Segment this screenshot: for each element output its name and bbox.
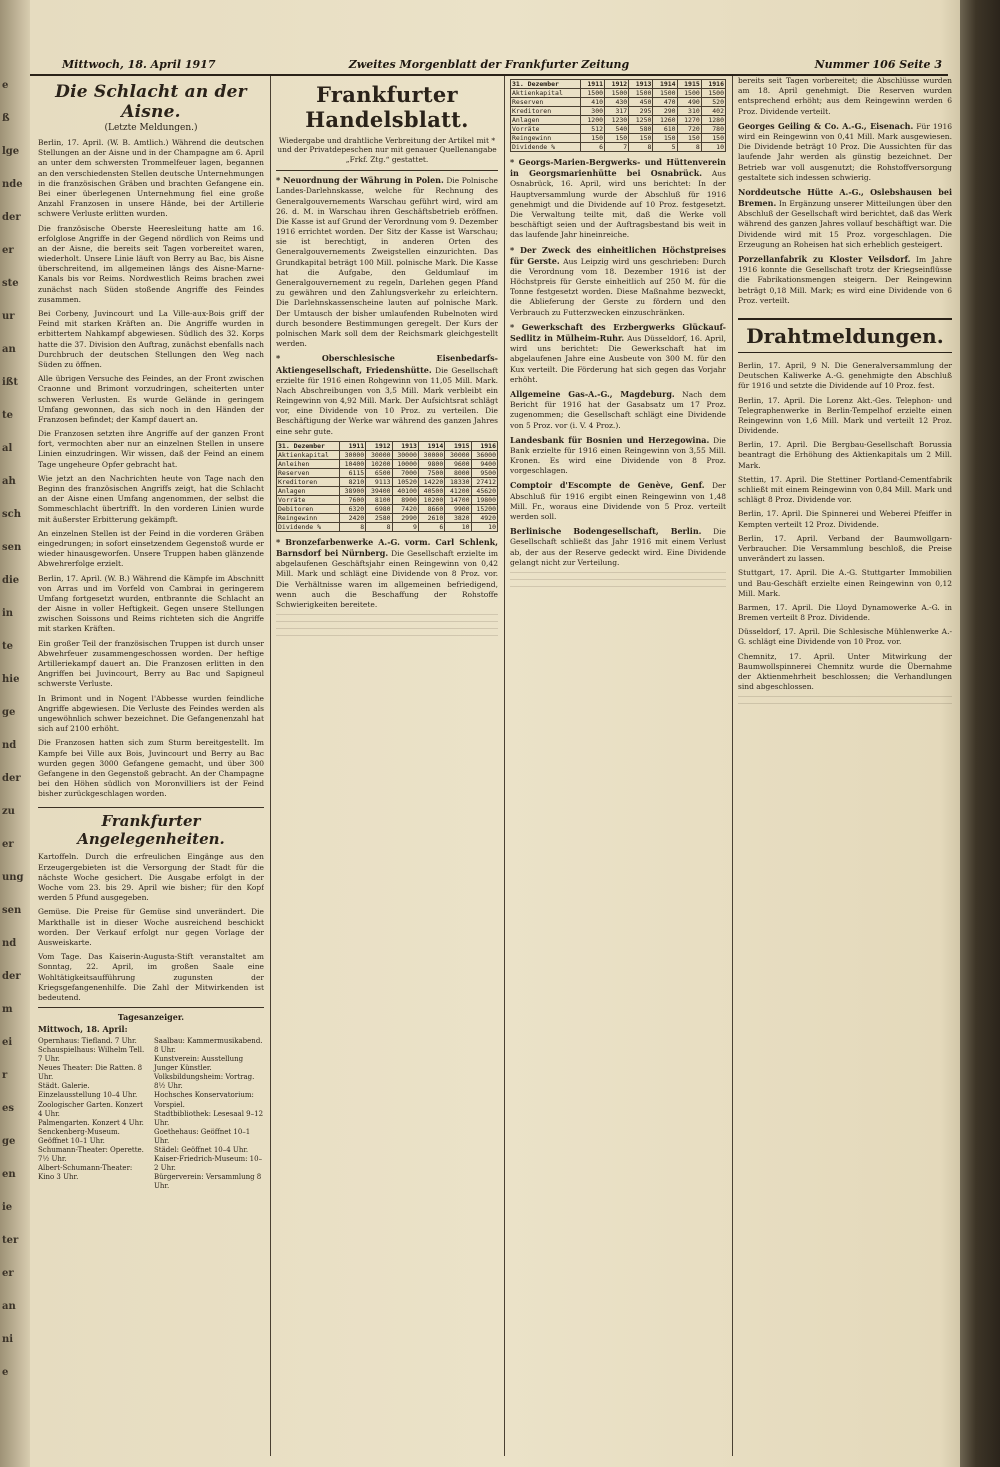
reprint-notice: Wiedergabe und drahtliche Verbreitung der Artikel mit * und der Privatdepeschen nur mit genauer Quellenangabe „Frkf. Ztg.“ gestattet. (277, 136, 497, 164)
article-text: Im Jahre 1916 konnte die Gesellschaft trotz der Kriegseinflüsse die Fabrikationsmengen steigern. Der Reingewinn beträgt 0,18 Mill. Mark; es wird eine Dividende von 6 Proz. verteilt. (738, 255, 952, 305)
table-cell: 36000 (471, 450, 497, 459)
article-title: * Oberschlesische Eisenbedarfs-Aktiengesellschaft, Friedenshütte. (276, 353, 498, 375)
wire-report: Berlin, 17. April. Die Lorenz Akt.-Ges. Telephon- und Telegraphenwerke in Berlin-Tempelhof erzielte einen Reingewinn von 1,6 Mill. Mark und verteilt 12 Proz. Dividende. (738, 395, 952, 436)
article-text: Die Bank erzielte für 1916 einen Reingewinn von 3,55 Mill. Kronen. Es wird eine Dividende von 8 Proz. vorgeschlagen. (510, 435, 726, 476)
table-cell: 470 (653, 98, 677, 107)
table-cell: Vorräte (511, 125, 581, 134)
table-cell: 14220 (418, 477, 444, 486)
paragraph: Alle übrigen Versuche des Feindes, an der Front zwischen Craonne und Brimont vorzudringen, scheiterten unter schweren Verlusten. Es wurde Gelände in geringem Umfang gewonnen, das sich noch in den Händen der Franzosen befindet; der Kampf dauert an. (38, 374, 264, 424)
prev-page-fragment: te (2, 641, 13, 652)
table-cell: 8 (629, 143, 653, 152)
table-cell: Anlagen (511, 116, 581, 125)
article (738, 254, 952, 306)
table-cell: 410 (580, 98, 604, 107)
table-cell: 8 (366, 522, 392, 531)
article (510, 245, 726, 318)
table-cell: Reingewinn (277, 513, 340, 522)
table-cell: 1260 (653, 116, 677, 125)
table-header-cell: 1915 (445, 441, 471, 450)
table-cell: 6500 (366, 468, 392, 477)
article-title: * Neuordnung der Währung in Polen. (276, 175, 444, 186)
column-company-reports (510, 76, 726, 1446)
article-title: * Bronzefarbenwerke A.-G. vorm. Carl Schlenk, Barnsdorf bei Nürnberg. (276, 536, 498, 558)
prev-page-fragment: nd (2, 740, 17, 751)
table-cell: 300 (580, 107, 604, 116)
table-cell: 3820 (445, 513, 471, 522)
table-cell: Debitoren (277, 504, 340, 513)
article-title: Norddeutsche Hütte A.-G., Oslebshausen bei Bremen. (738, 186, 952, 209)
paragraph: Die französische Oberste Heeresleitung hatte am 16. erfolglose Angriffe in der Gegend nördlich von Reims und an der Aisne, die bereits seit Tagen vorbereitet waren, wiederholt. Unsere Linie läuft von Berry au Bac, bis Aisne überschreitend, im allgemeinen längs des Aisne-Marne-Kanals bis vor Reims. Nordwestlich Reims brachen zwei zunächst nach Süden stoßende Angriffe des Feindes zusammen. (38, 223, 264, 304)
prev-page-fragment: er (2, 245, 14, 256)
table-header-cell: 1912 (605, 80, 629, 89)
table-row (277, 522, 498, 531)
prev-page-fragment: e (2, 1367, 9, 1378)
prev-page-fragment: der (2, 212, 21, 223)
previous-page-edge (0, 0, 30, 1467)
table-row (277, 486, 498, 495)
table-row (511, 143, 726, 152)
prev-page-fragment: sen (2, 905, 22, 916)
masthead-page-number: Nummer 106 Seite 3 (814, 58, 942, 71)
table-cell: 295 (629, 107, 653, 116)
paragraph: Berlin, 17. April. (W. B.) Während die Kämpfe im Abschnitt von Arras und im Vorfeld von Cambrai in geringerem Umfang fortgesetzt wurden, entbrannte die Schlacht an der Aisne in voller Heftigkeit. Gegen unsere Stellungen zwischen Soissons und Reims richteten sich die Angriffe mit starken Kräften. (38, 573, 264, 634)
prev-page-fragment: die (2, 575, 20, 586)
table-cell: 9113 (366, 477, 392, 486)
column-rule (270, 76, 271, 1456)
table-row (277, 459, 498, 468)
table-cell: 8 (339, 522, 365, 531)
paragraph: Die Franzosen setzten ihre Angriffe auf der ganzen Front fort, vermochten aber nur an einzelnen Stellen in unsere Linien einzudringen. Wir wissen, daß der Feind an einem Tage ungeheure Opfer gebracht hat. (38, 429, 264, 469)
table-cell: 1500 (677, 89, 701, 98)
table-cell: 150 (580, 134, 604, 143)
table-row (277, 513, 498, 522)
table-cell: 290 (653, 107, 677, 116)
section-title-local: Frankfurter Angelegenheiten. (38, 807, 264, 848)
table-cell: 4920 (471, 513, 497, 522)
table-row (511, 89, 726, 98)
table-cell: 150 (653, 134, 677, 143)
calendar-entry: Bürgerverein: Versammlung 8 Uhr. (154, 1173, 262, 1191)
section-title-trade: Frankfurter Handelsblatt. (305, 82, 469, 132)
table-cell: 9900 (445, 504, 471, 513)
table-row (511, 125, 726, 134)
article-title: Comptoir d'Escompte de Genève, Genf. (510, 480, 705, 491)
article (276, 175, 498, 349)
calendar-left-list (38, 1037, 148, 1192)
table-cell: 720 (677, 125, 701, 134)
article-text: Die Gesellschaft erzielte für 1916 einen Rohgewinn von 11,05 Mill. Mark. Nach Abschreibungen von 3,5 Mill. Mark verbleibt ein Reingewinn von 4,92 Mill. Mark. Der Aufsichtsrat schlägt vor, eine Dividende von 10 Proz. zu verteilen. Die Beschäftigung der Werke war während des ganzen Jahres eine sehr gute. (276, 365, 498, 436)
prev-page-fragment: ur (2, 311, 15, 322)
table-cell: 450 (629, 98, 653, 107)
table-cell: 6 (580, 143, 604, 152)
article-text: Aus Osnabrück, 16. April, wird uns berichtet: In der Hauptversammlung wurde der Abschluß für 1916 genehmigt und die Dividende auf 10 Proz. festgesetzt. Die Verwaltung teilte mit, daß die Werke voll beschäftigt seien und der Auftragsbestand bis weit in das laufende Jahr hineinreiche. (510, 169, 726, 240)
table-cell: 6 (418, 522, 444, 531)
table-cell: 150 (677, 134, 701, 143)
table-cell: 19800 (471, 495, 497, 504)
table-cell: 7500 (418, 468, 444, 477)
table-cell: 40100 (392, 486, 418, 495)
table-cell: 27412 (471, 477, 497, 486)
article-text: Für 1916 wird ein Reingewinn von 0,41 Mill. Mark ausgewiesen. Die Dividende beträgt 10 Proz. Die Aussichten für das laufende Jahr werden als günstig bezeichnet. Der Betrieb war voll ausgenutzt; die Rohstoffversorgung gestaltete sich indessen schwierig. (738, 121, 952, 182)
table-cell: 8100 (366, 495, 392, 504)
table-cell: 1500 (701, 89, 725, 98)
prev-page-fragment: zu (2, 806, 15, 817)
prev-page-fragment: ge (2, 1136, 16, 1147)
calendar-entry: Städel: Geöffnet 10–4 Uhr. (154, 1145, 249, 1154)
article-title: Allgemeine Gas-A.-G., Magdeburg. (510, 388, 675, 399)
table-cell: 6320 (339, 504, 365, 513)
masthead-date: Mittwoch, 18. April 1917 (62, 58, 216, 71)
paragraph: Wie jetzt an den Nachrichten heute von Tage nach den Beginn des französischen Angriffs zeigt, hat die Schlacht an der Aisne einen Umfang angenommen, der selbst die Sommeschlacht übertrifft. In den vorderen Linien wurde mit äußerster Erbitterung gekämpft. (38, 473, 264, 524)
wire-report: Barmen, 17. April. Die Lloyd Dynamowerke A.-G. in Bremen verteilt 8 Proz. Dividende. (738, 602, 952, 623)
table-cell: 1280 (701, 116, 725, 125)
column-trade-section (276, 76, 498, 1446)
calendar-right-list (154, 1037, 264, 1192)
table-cell: 150 (701, 134, 725, 143)
table-header-cell: 1914 (418, 441, 444, 450)
table-row (511, 134, 726, 143)
paragraph: Kartoffeln. Durch die erfreulichen Eingänge aus den Erzeugergebieten ist die Versorgung der Stadt für die nächste Woche gesichert. Die Ausgabe erfolgt in der Woche vom 23. bis 29. April wie bisher; für den Kopf werden 5 Pfund ausgegeben. (38, 852, 264, 903)
table-cell: 30000 (392, 450, 418, 459)
article-text: Nach dem Bericht für 1916 hat der Gasabsatz um 17 Proz. zugenommen; die Gesellschaft schlägt eine Dividende von 5 Proz. vor (i. V. 4 Proz.). (510, 389, 726, 430)
article-title: Porzellanfabrik zu Kloster Veilsdorf. (738, 254, 911, 264)
table-cell: 9800 (418, 459, 444, 468)
article (738, 76, 952, 117)
paragraph: Ein großer Teil der französischen Truppen ist durch unser Abwehrfeuer zusammengeschossen worden. Der heftige Artilleriekampf dauert an. Die Franzosen erlitten in den Angriffen bei Juvincourt, Berry au Bac und Sapigneul schwerste Verluste. (38, 638, 264, 689)
table-cell: 9400 (471, 459, 497, 468)
table-cell: 520 (701, 98, 725, 107)
table-cell: 40500 (418, 486, 444, 495)
wire-report: Berlin, 17. April, 9 N. Die Generalversammlung der Deutschen Kaliwerke A.-G. genehmigte den Abschluß für 1916 und setzte die Dividende auf 10 Proz. fest. (738, 360, 952, 391)
prev-page-fragment: m (2, 1004, 13, 1015)
article (510, 157, 726, 241)
paragraph: Gemüse. Die Preise für Gemüse sind unverändert. Die Markthalle ist in dieser Woche ausreichend beschickt worden. Der Verkauf erfolgt nur gegen Vorlage der Ausweiskarte. (38, 907, 264, 947)
table-cell: 5 (653, 143, 677, 152)
local-news-body (38, 852, 264, 1003)
article (738, 187, 952, 250)
calendar-entry: Hochsches Konservatorium: Vorspiel. (154, 1091, 254, 1109)
paragraph: Vom Tage. Das Kaiserin-Augusta-Stift veranstaltet am Sonntag, 22. April, im großen Saale eine Wohltätigkeitsaufführung zugunsten der Kriegsgefangenenhilfe. Die Zahl der Mitwirkenden ist bedeutend. (38, 952, 264, 1002)
calendar-entry: Volksbildungsheim: Vortrag. 8½ Uhr. (154, 1073, 255, 1091)
calendar-entry: Stadtbibliothek: Lesesaal 9–12 Uhr. (154, 1109, 264, 1127)
prev-page-fragment: der (2, 971, 21, 982)
table-cell: 512 (580, 125, 604, 134)
prev-page-fragment: ß (2, 113, 10, 124)
prev-page-fragment: ter (2, 1235, 19, 1246)
table-cell: 10520 (392, 477, 418, 486)
calendar-entry: Städt. Galerie. Einzelausstellung 10–4 Uhr. (38, 1082, 138, 1100)
prev-page-fragment: ei (2, 1037, 13, 1048)
column-war-news (38, 76, 264, 1446)
column-rule (732, 76, 733, 1456)
table-cell: 18330 (445, 477, 471, 486)
calendar-date: Mittwoch, 18. April: (38, 1024, 128, 1035)
column-rule (504, 76, 505, 1456)
prev-page-fragment: ni (2, 1334, 14, 1345)
table-cell: Anlagen (277, 486, 340, 495)
article-text: Aus Leipzig wird uns geschrieben: Durch die Verordnung vom 18. Dezember 1916 ist der Höchstpreis für Gerste einheitlich auf 250 M. für die Tonne festgesetzt worden. Diese Maßnahme bezweckt, die Ablieferung der Gerste zu fördern und den Verbrauch zu Futterzwecken einzuschränken. (510, 256, 726, 317)
calendar-entry: Saalbau: Kammermusikabend. 8 Uhr. (154, 1036, 263, 1054)
table-cell: Aktienkapital (511, 89, 581, 98)
calendar-entry: Kunstverein: Ausstellung Junger Künstler. (154, 1055, 244, 1073)
prev-page-fragment: sen (2, 542, 22, 553)
table-cell: 1250 (629, 116, 653, 125)
wire-report: Chemnitz, 17. April. Unter Mitwirkung der Baumwollspinnerei Chemnitz wurde die Übernahme der Aktienmehrheit beschlossen; die Verhandlungen sind abgeschlossen. (738, 651, 952, 692)
table-row (277, 495, 498, 504)
table-header-cell: 31. Dezember (511, 80, 581, 89)
table-cell: 45620 (471, 486, 497, 495)
article (510, 322, 726, 385)
table-cell: 1500 (580, 89, 604, 98)
headline-aisne: Die Schlacht an der Aisne. (55, 82, 247, 122)
article-text: Der Abschluß für 1916 ergibt einen Reingewinn von 1,48 Mill. Fr., woraus eine Dividende von 5 Proz. verteilt werden soll. (510, 481, 726, 521)
table-cell: 2580 (366, 513, 392, 522)
company-articles (510, 157, 726, 568)
table-header-cell: 1916 (471, 441, 497, 450)
table-cell: 9500 (471, 468, 497, 477)
table-cell: Vorräte (277, 495, 340, 504)
calendar-entry: Schumann-Theater: Operette. 7½ Uhr. (38, 1145, 144, 1164)
table-header-cell: 1914 (653, 80, 677, 89)
article-text: Aus Düsseldorf, 16. April, wird uns berichtet: Die Gewerkschaft hat im abgelaufenen Jahre eine Ausbeute von 300 M. für den Kux verteilt. Die Förderung hat sich gegen das Vorjahr erhöht. (510, 334, 726, 384)
table-cell: Reserven (277, 468, 340, 477)
prev-page-fragment: nde (2, 179, 23, 190)
calendar-entry: Zoologischer Garten. Konzert 4 Uhr. (38, 1100, 143, 1118)
table-cell: 41200 (445, 486, 471, 495)
daily-calendar (38, 1012, 264, 1191)
table-cell: 580 (629, 125, 653, 134)
prev-page-fragment: an (2, 344, 16, 355)
table-header-cell: 31. Dezember (277, 441, 340, 450)
prev-page-fragment: er (2, 839, 14, 850)
article-title: * Georgs-Marien-Bergwerks- und Hüttenverein in Georgsmarienhütte bei Osnabrück. (510, 157, 726, 179)
prev-page-fragment: ie (2, 1202, 13, 1213)
table-cell: 8 (677, 143, 701, 152)
article (510, 389, 726, 431)
table-cell: 1500 (653, 89, 677, 98)
balance-table (510, 79, 726, 152)
table-cell: 1500 (629, 89, 653, 98)
prev-page-fragment: ißt (2, 377, 19, 388)
article (510, 480, 726, 522)
table-row (277, 450, 498, 459)
article (510, 526, 726, 568)
table-cell: 6115 (339, 468, 365, 477)
table-cell: 30000 (445, 450, 471, 459)
paragraph: Berlin, 17. April. (W. B. Amtlich.) Während die deutschen Stellungen an der Aisne und in der Champagne am 6. April an unter dem schwersten Trommelfeuer lagen, begannen an den verschiedensten Stellen deutsche Unternehmungen in die französischen Gräben und brachten Gefangene ein. Bei einer überlegenen Unternehmung fiel eine große Anzahl Franzosen in unsere Hände, bei der Artillerie schwere Verluste erlitten wurden. (38, 138, 264, 219)
table-cell: Anleihen (277, 459, 340, 468)
subheadline: (Letzte Meldungen.) (104, 123, 198, 133)
table-cell: 38900 (339, 486, 365, 495)
table-header-row (511, 80, 726, 89)
prev-page-fragment: te (2, 410, 13, 421)
table-cell: Kreditoren (277, 477, 340, 486)
table-cell: 10 (701, 143, 725, 152)
wire-report: Berlin, 17. April. Die Bergbau-Gesellschaft Borussia beantragt die Erhöhung des Aktienkapitals um 2 Mill. Mark. (738, 440, 952, 470)
prev-page-fragment: ge (2, 707, 16, 718)
calendar-entry: Palmengarten. Konzert 4 Uhr. (38, 1118, 144, 1127)
balance-table-friedenshuette (276, 441, 498, 532)
calendar-entry: Goethehaus: Geöffnet 10–1 Uhr. (154, 1127, 251, 1145)
table-cell: 7600 (339, 495, 365, 504)
table-cell: 30000 (339, 450, 365, 459)
table-cell: 39400 (366, 486, 392, 495)
article-text: Die Polnische Landes-Darlehnskasse, welche für Rechnung des Generalgouvernements Warschau geführt wird, wird am 26. d. M. in Warschau ihren Geschäftsbetrieb eröffnen. Die Kasse ist auf Grund der Verordnung vom 9. Dezember 1916 errichtet worden. Der Sitz der Kasse ist Warschau; sie ist berechtigt, in anderen Orten des Generalgouvernements Zweigstellen einzurichten. Das Grundkapital beträgt 100 Mill. polnische Mark. Die Kasse hat die Aufgabe, den Geldumlauf im Generalgouvernement zu regeln, Darlehen gegen Pfand zu gewähren und den Zahlungsverkehr zu erleichtern. Die Darlehnskassenscheine lauten auf polnische Mark. Der Umtausch der bisher umlaufenden Rubelnoten wird durch besondere Bestimmungen geregelt. Der Kurs der polnischen Mark soll dem der Reichsmark gleichgestellt werden. (276, 176, 498, 349)
prev-page-fragment: in (2, 608, 14, 619)
book-spine (960, 0, 1000, 1467)
table-cell: Dividende % (511, 143, 581, 152)
company-articles (738, 76, 952, 306)
prev-page-fragment: der (2, 773, 21, 784)
article-text: Die Gesellschaft erzielte im abgelaufenen Geschäftsjahr einen Reingewinn von 0,42 Mill. Mark und schlägt eine Dividende von 8 Proz. vor. Die Verhältnisse waren im allgemeinen befriedigend, wenn auch die Beschaffung der Rohstoffe Schwierigkeiten bereitete. (276, 549, 498, 609)
article (276, 537, 498, 610)
wire-report: Berlin, 17. April. Die Spinnerei und Weberei Pfeiffer in Kempten verteilt 12 Proz. Dividende. (738, 509, 952, 529)
calendar-title: Tagesanzeiger. (117, 1012, 185, 1023)
table-header-cell: 1912 (366, 441, 392, 450)
table-row (277, 504, 498, 513)
prev-page-fragment: nd (2, 938, 17, 949)
prev-page-fragment: e (2, 80, 9, 91)
table-cell: 8210 (339, 477, 365, 486)
section-title-wires: Drahtmeldungen. (738, 318, 952, 353)
article-text: In Ergänzung unserer Mitteilungen über den Abschluß der Gesellschaft wird berichtet, daß das Werk während des ganzen Jahres vollauf beschäftigt war. Die Dividende wird mit 15 Proz. vorgeschlagen. Die Erzeugung an Roheisen hat sich erheblich gesteigert. (738, 199, 952, 249)
table-header-cell: 1913 (629, 80, 653, 89)
table-cell: 402 (701, 107, 725, 116)
table-cell: Reserven (511, 98, 581, 107)
table-cell: 1230 (605, 116, 629, 125)
table-row (511, 107, 726, 116)
table-cell: Reingewinn (511, 134, 581, 143)
prev-page-fragment: en (2, 1169, 16, 1180)
calendar-entry: Neues Theater: Die Ratten. 8 Uhr. (38, 1064, 143, 1082)
table-cell: 7420 (392, 504, 418, 513)
prev-page-fragment: hie (2, 674, 20, 685)
article-title: * Gewerkschaft des Erzbergwerks Glückauf-Sedlitz in Mülheim-Ruhr. (510, 321, 726, 343)
prev-page-fragment: lge (2, 146, 20, 157)
table-cell: 610 (653, 125, 677, 134)
article-text: Die Gesellschaft schließt das Jahr 1916 mit einem Verlust ab, der aus der Reserve gedeckt wird. Eine Dividende gelangt nicht zur Verteilung. (510, 527, 726, 567)
table-cell: 7 (605, 143, 629, 152)
table-cell: 2610 (418, 513, 444, 522)
table-cell: 10000 (392, 459, 418, 468)
wire-report: Berlin, 17. April. Verband der Baumwollgarn-Verbraucher. Die Versammlung beschloß, die Preise unverändert zu lassen. (738, 533, 952, 564)
article (738, 121, 952, 183)
calendar-entry: Albert-Schumann-Theater: Kino 3 Uhr. (38, 1164, 133, 1182)
article (510, 435, 726, 477)
table-header-cell: 1915 (677, 80, 701, 89)
table-header-cell: 1913 (392, 441, 418, 450)
prev-page-fragment: sch (2, 509, 21, 520)
table-cell: 150 (605, 134, 629, 143)
table-row (277, 468, 498, 477)
table-cell: 8000 (445, 468, 471, 477)
table-cell: 8900 (392, 495, 418, 504)
table-cell: 30000 (418, 450, 444, 459)
table-cell: 150 (629, 134, 653, 143)
table-cell: 30000 (366, 450, 392, 459)
article (276, 353, 498, 437)
article-text: bereits seit Tagen vorbereitet; die Abschlüsse wurden am 18. April genehmigt. Die Reserven wurden entsprechend erhöht; aus dem Reingewinn werden 6 Proz. Dividende verteilt. (738, 76, 952, 116)
table-row (511, 98, 726, 107)
calendar-entry: Schauspielhaus: Wilhelm Tell. 7 Uhr. (38, 1045, 145, 1064)
trade-articles (276, 175, 498, 437)
paragraph: Bei Corbeny, Juvincourt und La Ville-aux-Bois griff der Feind mit starken Kräften an. Die Angriffe wurden in erbittertem Nahkampf abgewiesen. Südlich des 32. Korps hatte die 37. Division den Auftrag, zunächst ebenfalls nach Durchbruch der deutschen Stellungen den Weg nach Süden zu öffnen. (38, 309, 264, 369)
paragraph: Die Franzosen hatten sich zum Sturm bereitgestellt. Im Kampfe bei Ville aux Bois, Juvincourt und Berry au Bac wurden gegen 3000 Gefangene gemacht, und über 300 Gefangene in den Gegenstoß gebracht. An der Champagne bei den Höhen südlich von Moronvilliers ist der Feind bisher zurückgeschlagen worden. (38, 738, 264, 799)
prev-page-fragment: an (2, 1301, 16, 1312)
table-cell: Dividende % (277, 522, 340, 531)
article-title: Georges Geiling & Co. A.-G., Eisenach. (738, 120, 914, 131)
table-row (511, 116, 726, 125)
table-cell: 7000 (392, 468, 418, 477)
wire-report: Düsseldorf, 17. April. Die Schlesische Mühlenwerke A.-G. schlägt eine Dividende von 10 Proz. vor. (738, 627, 952, 647)
prev-page-fragment: es (2, 1103, 14, 1114)
table-header-cell: 1911 (580, 80, 604, 89)
table-cell: 15200 (471, 504, 497, 513)
table-cell: 6980 (366, 504, 392, 513)
table-cell: 310 (677, 107, 701, 116)
prev-page-fragment: er (2, 1268, 14, 1279)
table-cell: 9 (392, 522, 418, 531)
prev-page-fragment: r (2, 1070, 8, 1081)
table-header-row (277, 441, 498, 450)
table-cell: 317 (605, 107, 629, 116)
paragraph: In Brimont und in Nogent l'Abbesse wurden feindliche Angriffe abgewiesen. Die Verluste des Feindes werden als ungewöhnlich schwer bezeichnet. Die Gefangenenzahl hat sich auf 2100 erhöht. (38, 693, 264, 734)
table-cell: 430 (605, 98, 629, 107)
article-title: Berlinische Bodengesellschaft, Berlin. (510, 526, 702, 537)
calendar-entry: Kaiser-Friedrich-Museum: 10–2 Uhr. (154, 1155, 263, 1173)
table-cell: 1270 (677, 116, 701, 125)
article-title: Landesbank für Bosnien und Herzegowina. (510, 434, 710, 445)
table-cell: 10 (471, 522, 497, 531)
table-cell: 490 (677, 98, 701, 107)
prev-page-fragment: ste (2, 278, 19, 289)
table-cell: 2420 (339, 513, 365, 522)
table-cell: 9600 (445, 459, 471, 468)
calendar-entry: Opernhaus: Tiefland. 7 Uhr. (38, 1036, 137, 1045)
prev-page-fragment: al (2, 443, 13, 454)
table-header-cell: 1916 (701, 80, 725, 89)
table-cell: 14700 (445, 495, 471, 504)
table-header-cell: 1911 (339, 441, 365, 450)
table-cell: 1200 (580, 116, 604, 125)
wire-report: Stettin, 17. April. Die Stettiner Portland-Cementfabrik schließt mit einem Reingewinn von 0,84 Mill. Mark und schlägt 8 Proz. Dividende vor. (738, 474, 952, 505)
table-cell: 10200 (366, 459, 392, 468)
table-cell: 1500 (605, 89, 629, 98)
table-cell: Aktienkapital (277, 450, 340, 459)
article-body (38, 138, 264, 799)
prev-page-fragment: ah (2, 476, 16, 487)
article-title: * Der Zweck des einheitlichen Höchstpreises für Gerste. (510, 244, 726, 266)
calendar-entry: Senckenberg-Museum. Geöffnet 10–1 Uhr. (38, 1127, 120, 1145)
table-cell: 2990 (392, 513, 418, 522)
table-cell: Kreditoren (511, 107, 581, 116)
table-cell: 540 (605, 125, 629, 134)
masthead (30, 56, 948, 76)
wire-reports (738, 361, 952, 692)
table-cell: 10 (445, 522, 471, 531)
column-wires (738, 76, 952, 1446)
table-cell: 10200 (418, 495, 444, 504)
table-cell: 780 (701, 125, 725, 134)
paragraph: An einzelnen Stellen ist der Feind in die vorderen Gräben eingedrungen; in sofort einsetzendem Gegenstoß wurde er wieder hinausgeworfen. Unsere Truppen haben glänzende Abwehrerfolge erzielt. (38, 528, 264, 569)
masthead-title: Zweites Morgenblatt der Frankfurter Zeitung (348, 58, 630, 71)
table-row (277, 477, 498, 486)
table-cell: 10400 (339, 459, 365, 468)
prev-page-fragment: ung (2, 872, 24, 883)
table-cell: 8660 (418, 504, 444, 513)
wire-report: Stuttgart, 17. April. Die A.-G. Stuttgarter Immobilien und Bau-Geschäft erzielte einen Reingewinn von 0,12 Mill. Mark. (738, 568, 952, 598)
